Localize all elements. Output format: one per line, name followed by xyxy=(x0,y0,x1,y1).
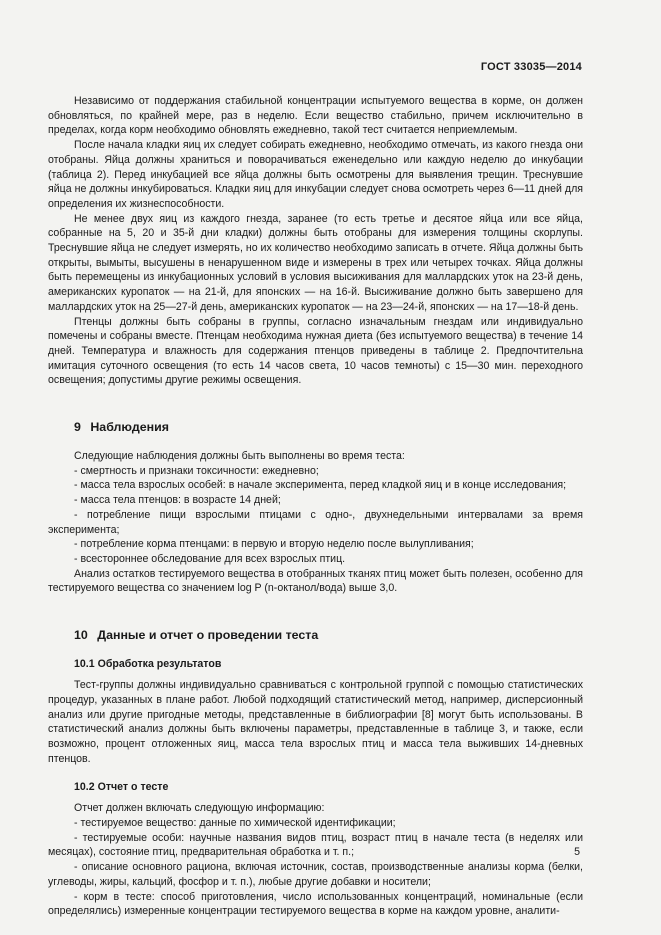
subsection-10-2-item-1: - тестируемое вещество: данные по химической идентификации; xyxy=(74,817,396,830)
subsection-10-2-item-3: - описание основного рациона, включая источник, состав, производственные анализы корма (белки, углеводы, жиры, кальций, фосфор и т. п.), любые другие добавки и носители; xyxy=(48,861,583,888)
subsection-10-2-heading xyxy=(74,780,583,794)
section-9-item-1: - смертность и признаки токсичности: ежедневно; xyxy=(74,464,319,477)
subsection-10-2-number: 10.2 xyxy=(74,781,95,794)
section-9-number: 9 xyxy=(74,420,81,435)
section-9-item-6: - всестороннее обследование для всех взрослых птиц. xyxy=(74,552,346,565)
subsection-10-1-number: 10.1 xyxy=(74,658,95,671)
subsection-10-1-title: Обработка результатов xyxy=(97,658,222,671)
section-9-paragraph-2: Анализ остатков тестируемого вещества в отобранных тканях птиц может быть полезен, особенно для тестируемого вещества со значением log P (n-октанол/вода) выше 3,0. xyxy=(48,567,583,595)
subsection-10-2-item-4: - корм в тесте: способ приготовления, число использованных концентраций, номинальные (если определялись) измеренные концентрации тестируемого вещества в корме на каждом уровне, аналити- xyxy=(48,890,583,918)
page-number: 5 xyxy=(574,846,580,858)
section-10-heading xyxy=(74,627,583,643)
subsection-10-1-heading xyxy=(74,657,583,671)
section-9-item-3: - масса тела птенцов: в возрасте 14 дней; xyxy=(74,494,281,507)
section-9-paragraph-1: Следующие наблюдения должны быть выполнены во время теста: xyxy=(74,450,405,463)
section-9-item-4: - потребление пищи взрослыми птицами с одно-, двухнедельными интервалами за время эксперимента; xyxy=(48,508,583,536)
section-9-item-5: - потребление корма птенцами: в первую и вторую неделю после вылупливания; xyxy=(74,538,474,551)
section-9-heading xyxy=(74,419,583,435)
subsection-10-2-item-2: - тестируемые особи: научные названия видов птиц, возраст птиц в начале теста (в неделях или месяцах), состояние птиц, предварительная обработка и т. п.; xyxy=(48,831,583,859)
page-content xyxy=(48,94,583,919)
intro-paragraph-4: Птенцы должны быть собраны в группы, согласно изначальным гнездам или индивидуально помечены и собраны вместе. Птенцам необходима нужная диета (без испытуемого вещества) в течение 14 дней. Температура и влажность для содержания птенцов приведены в таблице 2. Предпочтительна имитация суточного освещения (то есть 14 часов света, 10 часов темноты) с 15—30 мин. переходного освещения; допустимы другие режимы освещения. xyxy=(48,315,583,387)
section-10-title: Данные и отчет о проведении теста xyxy=(97,628,319,643)
intro-paragraph-1: Независимо от поддержания стабильной концентрации испытуемого вещества в корме, он должен обновляться, по крайней мере, раз в неделю. Если вещество стабильно, причем исключительно в пределах, когда корм необходимо обновлять ежедневно, такой тест считается неприемлемым. xyxy=(48,95,583,137)
standard-header: ГОСТ 33035—2014 xyxy=(480,61,582,73)
section-9-item-2: - масса тела взрослых особей: в начале эксперимента, перед кладкой яиц и в конце исследования; xyxy=(74,479,567,492)
section-10-number: 10 xyxy=(74,628,88,643)
intro-paragraph-2: После начала кладки яиц их следует собирать ежедневно, необходимо отмечать, из какого гнезда они отобраны. Яйца должны храниться и поворачиваться еженедельно или каждую неделю до инкубации (таблица 2). Перед инкубацией все яйца должны быть осмотрены для выявления трещин. Треснувшие яйца не должны инкубироваться. Кладки яиц для инкубации следует снова осмотреть через 6—11 дней для определения их жизнеспособности. xyxy=(48,139,583,210)
section-9-title: Наблюдения xyxy=(90,420,169,435)
subsection-10-2-title: Отчет о тесте xyxy=(97,781,169,794)
subsection-10-1-paragraph: Тест-группы должны индивидуально сравниваться с контрольной группой с помощью статистических процедур, указанных в плане работ. Любой подходящий статистический метод, например, дисперсионный анализ или другие пригодные методы, представленные в библиографии [8] могут быть использованы. В статистический анализ должны быть включены параметры, представленные в таблице 3, и также, если возможно, процент отложенных яиц, масса тела взрослых птиц и масса тела выживших 14-дневных птенцов. xyxy=(48,679,583,765)
intro-paragraph-3: Не менее двух яиц из каждого гнезда, заранее (то есть третье и десятое яйца или все яйца, собранные на 5, 20 и 35-й дни кладки) должны быть отобраны для измерения толщины скорлупы. Треснувшие яйца не следует измерять, но их количество необходимо записать в отчете. Яйца должны быть открыты, вымыты, высушены в ненарушенном виде и измерены в трех или четырех точках. Яйца должны быть перемещены из инкубационных условий в условия высиживания для маллардских уток на 23-й день, американских куропаток — на 21-й, для японских — на 16-й. Высиживание должно быть завершено для маллардских уток на 25—27-й день, американских куропаток — на 23—24-й, японских — на 17—18-й день. xyxy=(48,212,583,313)
subsection-10-2-paragraph-1: Отчет должен включать следующую информацию: xyxy=(74,802,325,815)
